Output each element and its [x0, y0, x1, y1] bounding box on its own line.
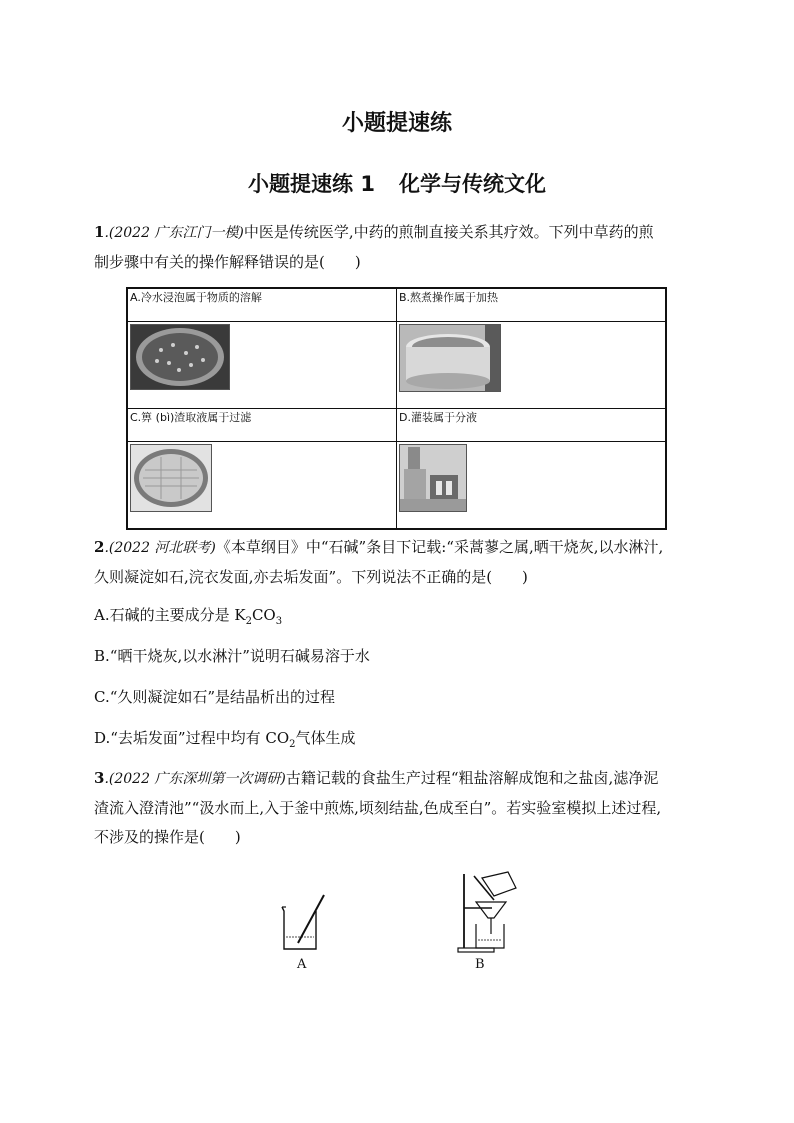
- section-title-topic: 化学与传统文化: [398, 172, 546, 196]
- beaker-stirring-rod-figure: [276, 893, 332, 953]
- question-text-line2: 久则凝淀如石,浣衣发面,亦去垢发面”。下列说法不正确的是( ): [94, 568, 528, 586]
- option-c-label: C.箅 (bì)渣取液属于过滤: [127, 409, 397, 442]
- section-title-main: 小题提速练 1: [248, 172, 375, 196]
- question-text-line2: 渣流入澄清池”“汲水而上,入于釜中煎炼,顷刻结盐,色成至白”。若实验室模拟上述过程,: [94, 799, 662, 817]
- filtration-apparatus-figure: [454, 868, 520, 954]
- figure-b-label: B: [475, 957, 485, 972]
- question-source: .(2022 广东江门一模): [104, 225, 244, 241]
- soaking-herbs-photo: [130, 324, 230, 390]
- option-a-text: A.石碱的主要成分是 K: [94, 606, 246, 624]
- option-d-text-end: 气体生成: [295, 729, 356, 747]
- question-text-line2: 制步骤中有关的操作解释错误的是( ): [94, 253, 361, 271]
- bottling-machine-photo: [399, 444, 467, 512]
- option-a-label: A.冷水浸泡属于物质的溶解: [127, 288, 397, 322]
- option-d-text: D.“去垢发面”过程中均有 CO: [94, 729, 290, 747]
- question-text-line1: 古籍记载的食盐生产过程“粗盐溶解成饱和之盐卤,滤净泥: [285, 769, 659, 787]
- boiling-pot-photo: [399, 324, 501, 392]
- option-d-label: D.灌装属于分液: [397, 409, 667, 442]
- figure-a-label: A: [297, 957, 307, 972]
- question-text-line1: 《本草纲目》中“石碱”条目下记载:“采蒿蓼之属,晒干烧灰,以水淋汁,: [215, 538, 664, 556]
- question-text-line1: 中医是传统医学,中药的煎制直接关系其疗效。下列中草药的煎: [243, 223, 654, 241]
- question-number: 2: [94, 538, 105, 556]
- formula-part: CO: [251, 606, 276, 624]
- option-b-label: B.熬煮操作属于加热: [397, 288, 667, 322]
- question-number: 1: [94, 223, 105, 241]
- question-3: [94, 764, 704, 852]
- option-d-photo-cell: [397, 442, 667, 530]
- section-title: [0, 168, 794, 198]
- question-text-line3: 不涉及的操作是( ): [94, 828, 241, 846]
- question-source: .(2022 广东深圳第一次调研): [104, 771, 286, 787]
- subscript: 2: [245, 616, 252, 627]
- q2-option-c: C.“久则凝淀如石”是结晶析出的过程: [94, 688, 336, 706]
- options-table: [126, 287, 667, 530]
- option-a-photo-cell: [127, 322, 397, 409]
- subscript: 2: [289, 739, 296, 750]
- question-number: 3: [94, 769, 105, 787]
- q2-option-a: [94, 604, 282, 633]
- q2-option-b: B.“晒干烧灰,以水淋汁”说明石碱易溶于水: [94, 647, 370, 665]
- q2-option-d: [94, 727, 356, 756]
- option-b-photo-cell: [397, 322, 667, 409]
- strainer-photo: [130, 444, 212, 512]
- question-source: .(2022 河北联考): [104, 540, 216, 556]
- subscript: 3: [275, 616, 283, 627]
- question-1: [94, 218, 704, 277]
- page-title: 小题提速练: [341, 111, 452, 136]
- option-c-photo-cell: [127, 442, 397, 530]
- question-2: [94, 533, 704, 592]
